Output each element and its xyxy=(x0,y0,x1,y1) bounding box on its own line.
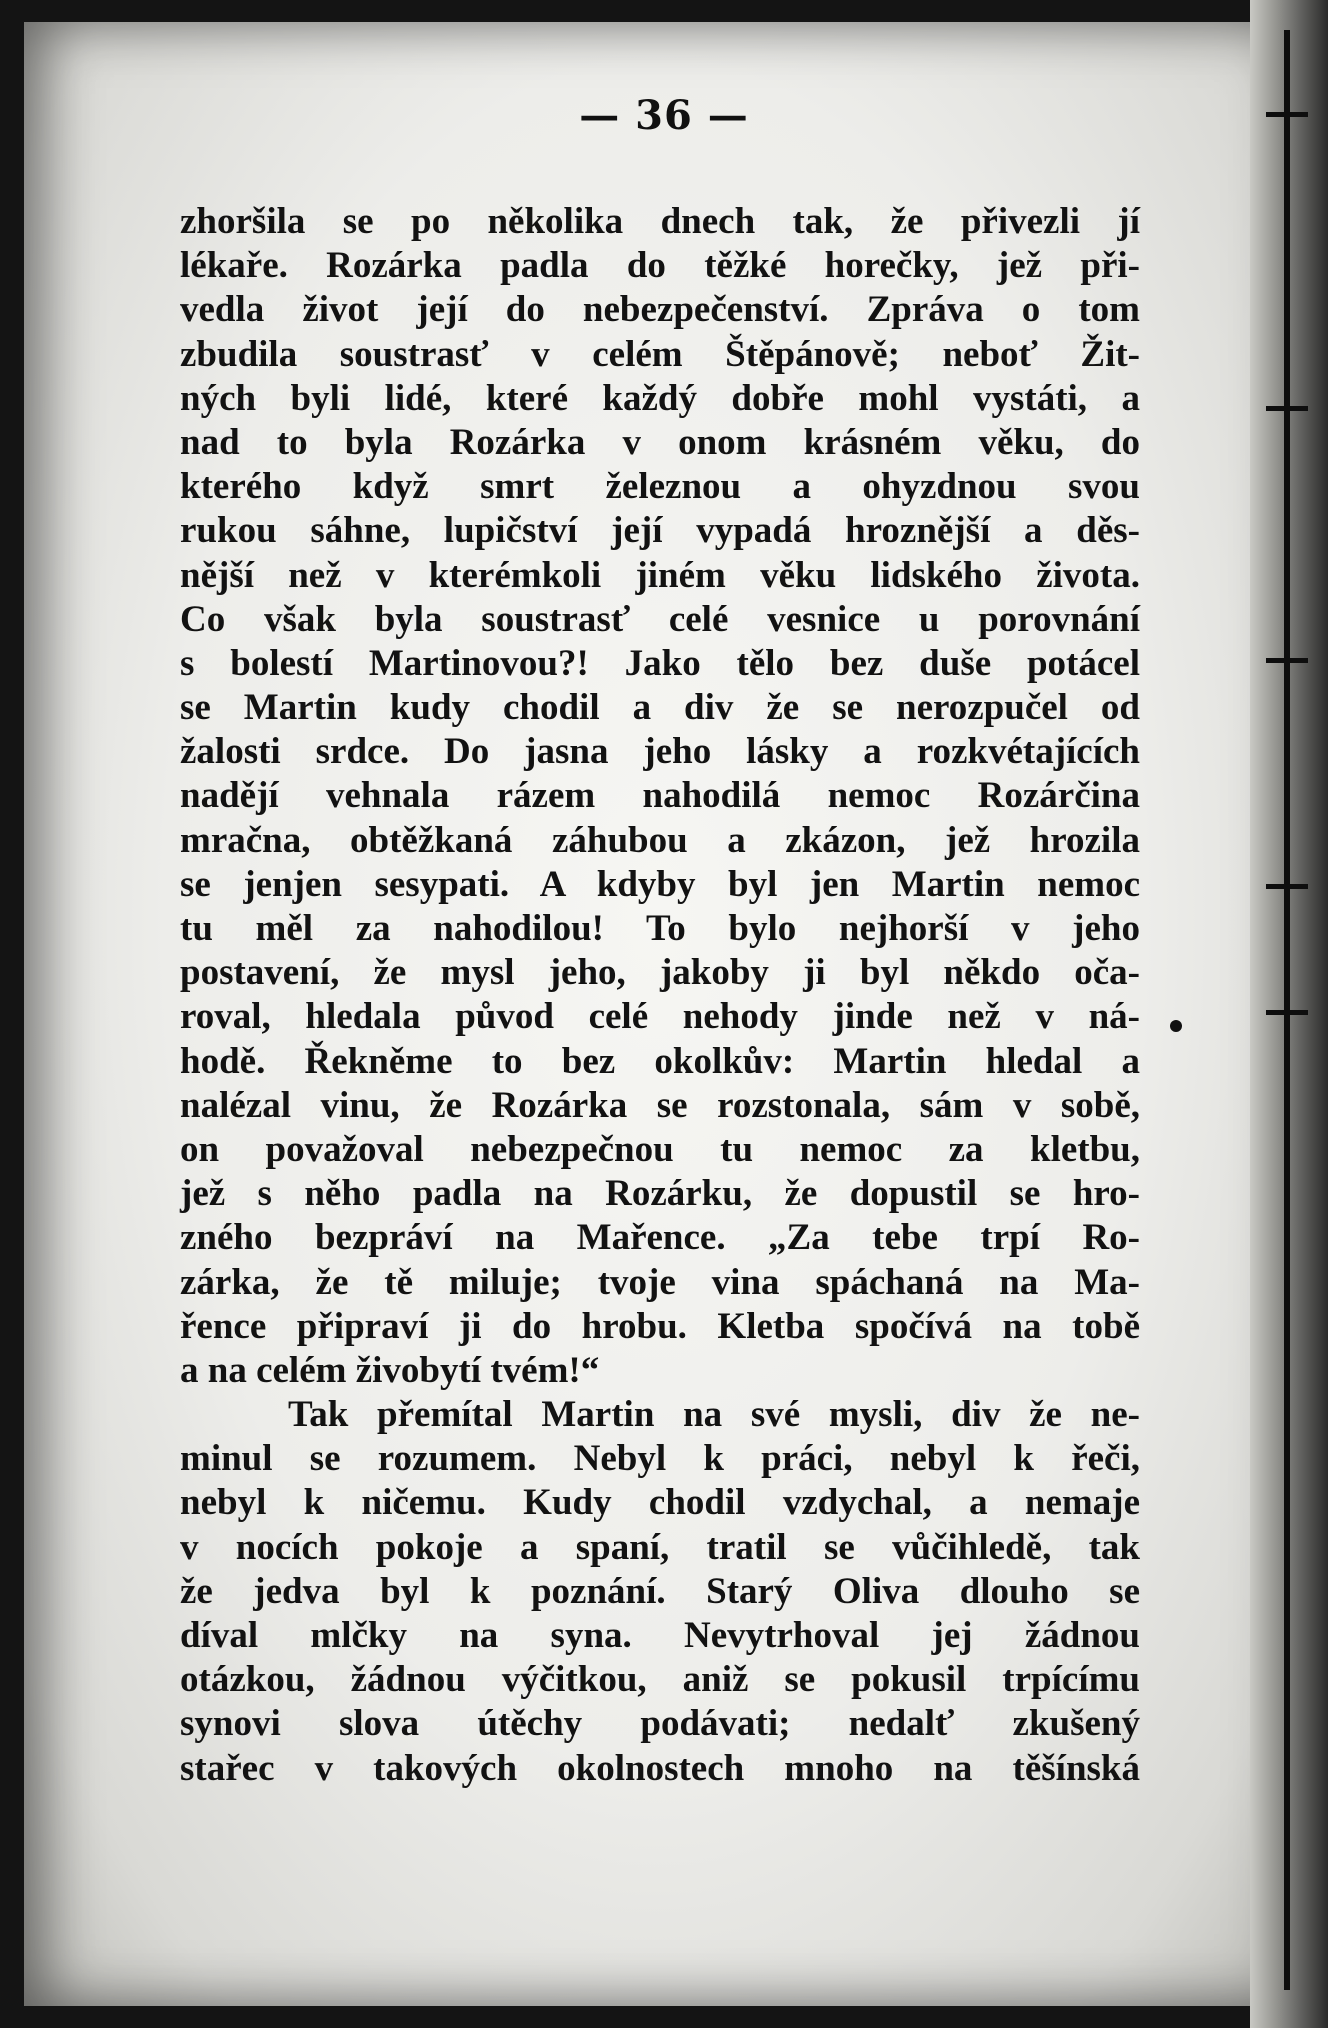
text-line: žalosti srdce. Do jasna jeho lásky a rozkvétajících xyxy=(180,731,1140,773)
text-line: rukou sáhne, lupičství její vypadá hroznější a děs- xyxy=(180,510,1140,552)
text-line: Co však byla soustrasť celé vesnice u porovnání xyxy=(180,598,1140,640)
gutter-tick xyxy=(1266,1010,1308,1015)
body-text xyxy=(180,200,1140,1791)
gutter-tick xyxy=(1266,884,1308,889)
text-line: zného bezpráví na Mařence. „Za tebe trpí Ro- xyxy=(180,1217,1140,1259)
text-line: zárka, že tě miluje; tvoje vina spáchaná na Ma- xyxy=(180,1261,1140,1303)
text-line: jež s něho padla na Rozárku, že dopustil se hro- xyxy=(180,1173,1140,1215)
text-line: díval mlčky na syna. Nevytrhoval jej žádnou xyxy=(180,1615,1140,1656)
text-line: se jenjen sesypati. A kdyby byl jen Martin nemoc xyxy=(180,863,1140,905)
text-line: v nocích pokoje a spaní, tratil se vůčihledě, tak xyxy=(180,1526,1140,1568)
page-number: — 36 — xyxy=(579,92,749,139)
text-line: vedla život její do nebezpečenství. Zpráva o tom xyxy=(180,289,1140,331)
margin-dot xyxy=(1170,1020,1182,1032)
text-line: nadějí vehnala rázem nahodilá nemoc Rozárčina xyxy=(180,775,1140,817)
gutter-tick xyxy=(1266,406,1308,411)
text-line: tu měl za nahodilou! To bylo nejhorší v jeho xyxy=(180,908,1140,949)
gutter-tick xyxy=(1266,658,1308,663)
text-line: Tak přemítal Martin na své mysli, div že ne- xyxy=(288,1394,1140,1436)
text-line: hodě. Řekněme to bez okolkův: Martin hledal a xyxy=(180,1040,1140,1082)
text-line: nalézal vinu, že Rozárka se rozstonala, sám v sobě, xyxy=(180,1084,1140,1126)
text-line: nebyl k ničemu. Kudy chodil vzdychal, a nemaje xyxy=(180,1482,1140,1524)
text-line: řence připraví ji do hrobu. Kletba spočívá na tobě xyxy=(180,1305,1140,1347)
text-line: nad to byla Rozárka v onom krásném věku, do xyxy=(180,421,1140,463)
text-line: a na celém živobytí tvém!“ xyxy=(180,1349,600,1391)
text-line: mračna, obtěžkaná záhubou a zkázon, jež hrozila xyxy=(180,819,1140,861)
text-line: synovi slova útěchy podávati; nedalť zkušený xyxy=(180,1703,1140,1745)
text-line: zhoršila se po několika dnech tak, že přivezli jí xyxy=(180,201,1140,242)
text-line: otázkou, žádnou výčitkou, aniž se pokusil trpícímu xyxy=(180,1659,1140,1701)
text-line: minul se rozumem. Nebyl k práci, nebyl k řeči, xyxy=(180,1438,1140,1480)
text-line: lékaře. Rozárka padla do těžké horečky, jež při- xyxy=(180,245,1140,287)
text-line: ných byli lidé, které každý dobře mohl vystáti, a xyxy=(180,377,1140,419)
text-line: s bolestí Martinovou?! Jako tělo bez duše potácel xyxy=(180,642,1140,684)
text-line: nější než v kterémkoli jiném věku lidského života. xyxy=(180,554,1140,596)
text-line: kterého když smrt železnou a ohyzdnou svou xyxy=(180,466,1140,508)
text-line: on považoval nebezpečnou tu nemoc za kletbu, xyxy=(180,1128,1140,1170)
text-line: stařec v takových okolnostech mnoho na těšínská xyxy=(180,1747,1140,1789)
text-line: roval, hledala původ celé nehody jinde než v ná- xyxy=(180,996,1140,1038)
text-line: zbudila soustrasť v celém Štěpánově; neboť Žit- xyxy=(180,333,1140,375)
text-line: se Martin kudy chodil a div že se nerozpučel od xyxy=(180,687,1140,729)
text-line: že jedva byl k poznání. Starý Oliva dlouho se xyxy=(180,1570,1140,1612)
text-line: postavení, že mysl jeho, jakoby ji byl někdo oča- xyxy=(180,952,1140,994)
